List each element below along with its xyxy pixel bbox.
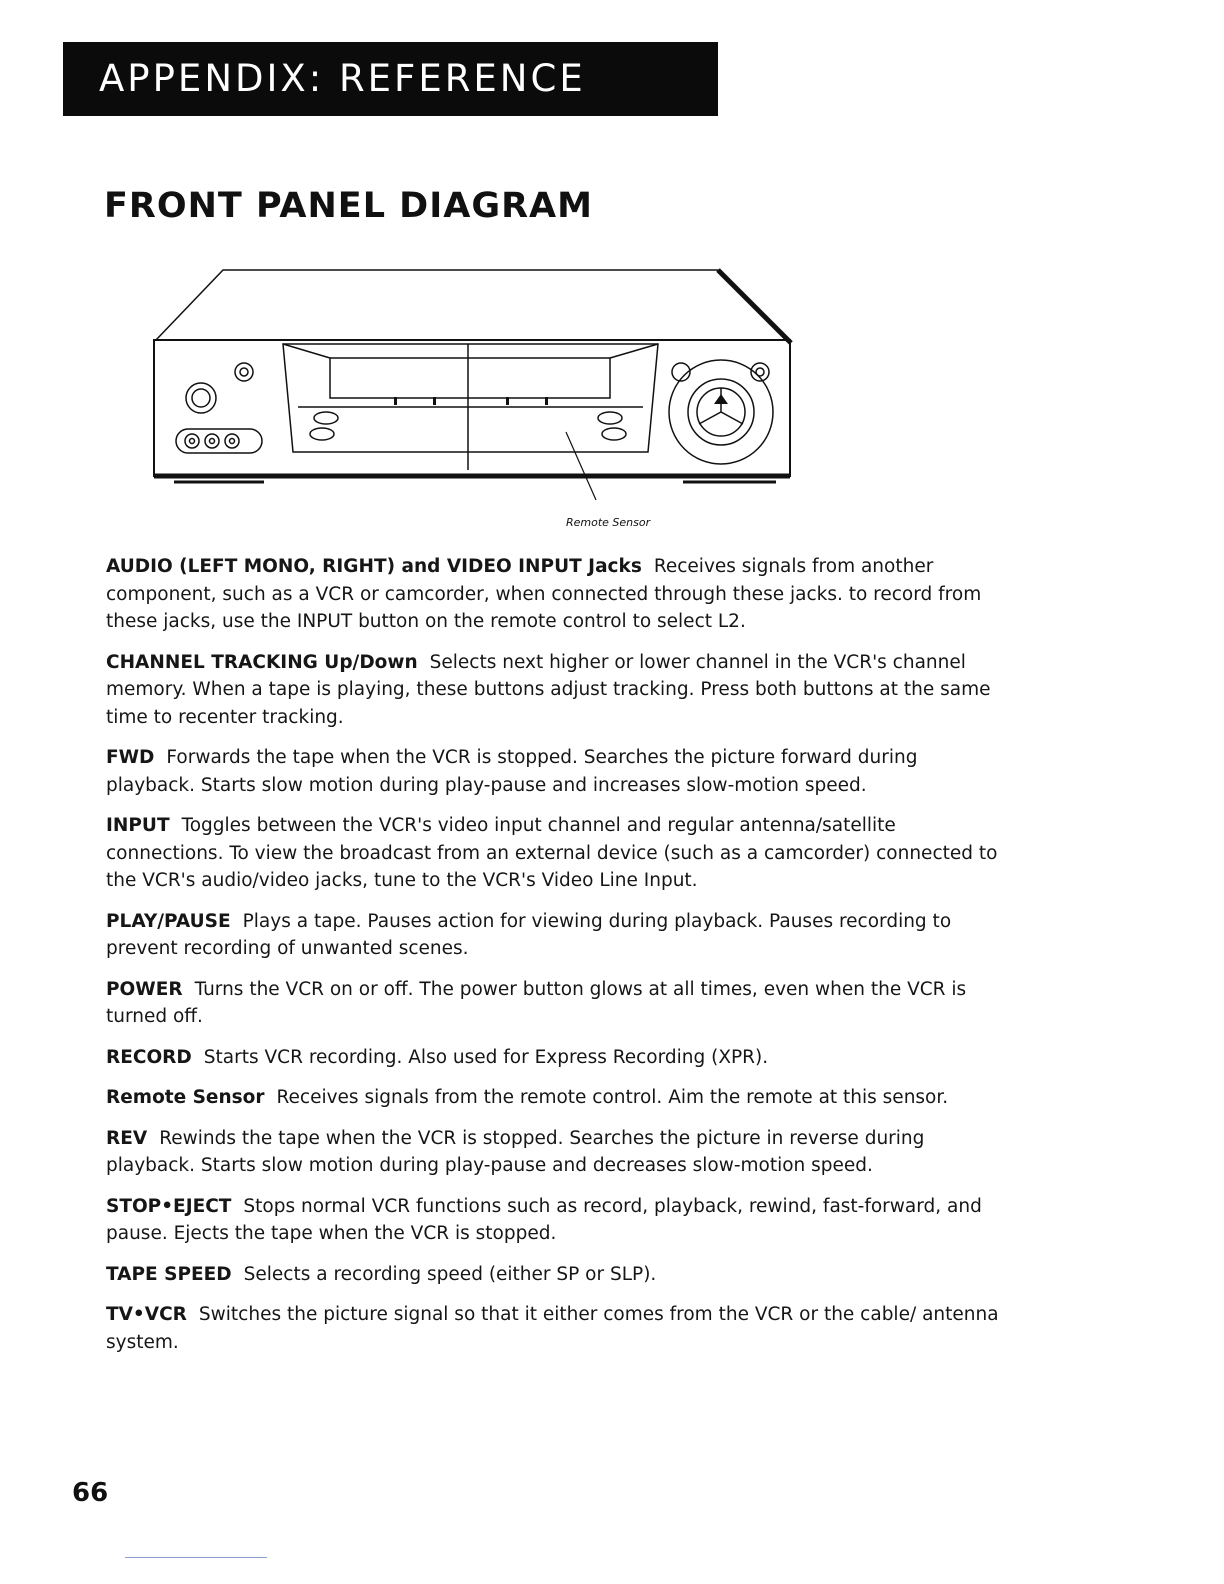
entry-text: Starts VCR recording. Also used for Express Recording (XPR).: [203, 1046, 769, 1068]
entry-tape-speed: [106, 1261, 1001, 1289]
entry-record: [106, 1044, 1001, 1072]
power-button-outer: [186, 383, 216, 413]
vcr-top-surface: [156, 270, 788, 340]
section-title: FRONT PANEL DIAGRAM: [104, 186, 593, 226]
tape-speed-button: [314, 412, 338, 424]
entry-tv-vcr: [106, 1301, 1001, 1356]
appendix-banner: APPENDIX: REFERENCE: [63, 42, 718, 116]
vcr-front-panel-diagram: [148, 262, 798, 512]
audio-left-jack: [205, 434, 219, 448]
reference-entries: [106, 553, 1001, 1369]
entry-text: Receives signals from another component, such as a VCR or camcorder, when connected through these jacks. to record from these jacks, use the INPUT button on the remote control to select L2.: [106, 556, 982, 632]
entry-term: Remote Sensor: [106, 1087, 265, 1108]
entry-term: INPUT: [106, 815, 170, 836]
entry-fwd: [106, 744, 1001, 799]
footer-rule: [125, 1557, 267, 1558]
audio-right-jack: [225, 434, 239, 448]
channel-up-button: [598, 412, 622, 424]
entry-text: Stops normal VCR functions such as record, playback, rewind, fast-forward, and pause. Ejects the tape when the VCR is stopped.: [106, 1195, 982, 1244]
entry-term: REV: [106, 1127, 148, 1149]
entry-term: POWER: [106, 978, 183, 1000]
entry-stop-eject: [106, 1193, 1001, 1248]
entry-power: [106, 976, 1001, 1031]
entry-input: [106, 812, 1001, 895]
entry-term: STOP•EJECT: [106, 1195, 232, 1217]
entry-rev: [106, 1125, 1001, 1180]
record-button-inner: [240, 368, 248, 376]
entry-term: TV•VCR: [106, 1304, 187, 1325]
entry-text: Switches the picture signal so that it either comes from the VCR or the cable/ antenna system.: [106, 1304, 999, 1353]
entry-text: Forwards the tape when the VCR is stopped. Searches the picture forward during playback. Starts slow motion during play-pause and increases slow-motion speed.: [106, 747, 918, 796]
entry-channel-tracking: [106, 649, 1001, 732]
play-arrow-icon: [714, 394, 728, 404]
entry-text: Selects a recording speed (either SP or SLP).: [243, 1263, 657, 1285]
entry-text: Selects next higher or lower channel in the VCR's channel memory. When a tape is playing, these buttons adjust tracking. Press both buttons at the same time to recenter tracking.: [106, 651, 991, 728]
entry-audio-video-jacks: [106, 553, 1001, 636]
entry-text: Receives signals from the remote control. Aim the remote at this sensor.: [276, 1087, 949, 1108]
record-button-outer: [235, 363, 253, 381]
display-tick: [433, 397, 436, 405]
entry-term: FWD: [106, 747, 155, 768]
entry-text: Turns the VCR on or off. The power button glows at all times, even when the VCR is turned off.: [106, 978, 967, 1027]
display-tick: [506, 397, 509, 405]
page-number: 66: [72, 1478, 109, 1508]
input-button: [310, 428, 334, 440]
entry-term: AUDIO (LEFT MONO, RIGHT) and VIDEO INPUT Jacks: [106, 556, 642, 577]
entry-text: Plays a tape. Pauses action for viewing during playback. Pauses recording to prevent recording of unwanted scenes.: [106, 910, 952, 959]
power-button-inner: [192, 389, 210, 407]
remote-sensor-caption: Remote Sensor: [566, 516, 651, 529]
entry-play-pause: [106, 908, 1001, 963]
video-jack: [185, 434, 199, 448]
entry-text: Rewinds the tape when the VCR is stopped. Searches the picture in reverse during playback. Starts slow motion during play-pause and decreases slow-motion speed.: [106, 1127, 925, 1176]
channel-down-button: [602, 428, 626, 440]
entry-term: RECORD: [106, 1046, 192, 1068]
display-tick: [545, 397, 548, 405]
door-bevel: [283, 344, 658, 358]
vcr-top-edge-shadow: [718, 270, 791, 343]
entry-remote-sensor: [106, 1084, 1001, 1112]
display-window: [330, 358, 610, 398]
entry-term: CHANNEL TRACKING Up/Down: [106, 651, 418, 673]
entry-term: TAPE SPEED: [106, 1263, 232, 1285]
vcr-front-body: [154, 340, 790, 476]
display-tick: [394, 397, 397, 405]
remote-sensor-pointer: [566, 432, 596, 500]
entry-text: Toggles between the VCR's video input channel and regular antenna/satellite connections. To view the broadcast from an external device (such as a camcorder) connected to the VCR's audio/video jacks, tune to the VCR's Video Line Input.: [106, 815, 998, 891]
entry-term: PLAY/PAUSE: [106, 910, 231, 932]
